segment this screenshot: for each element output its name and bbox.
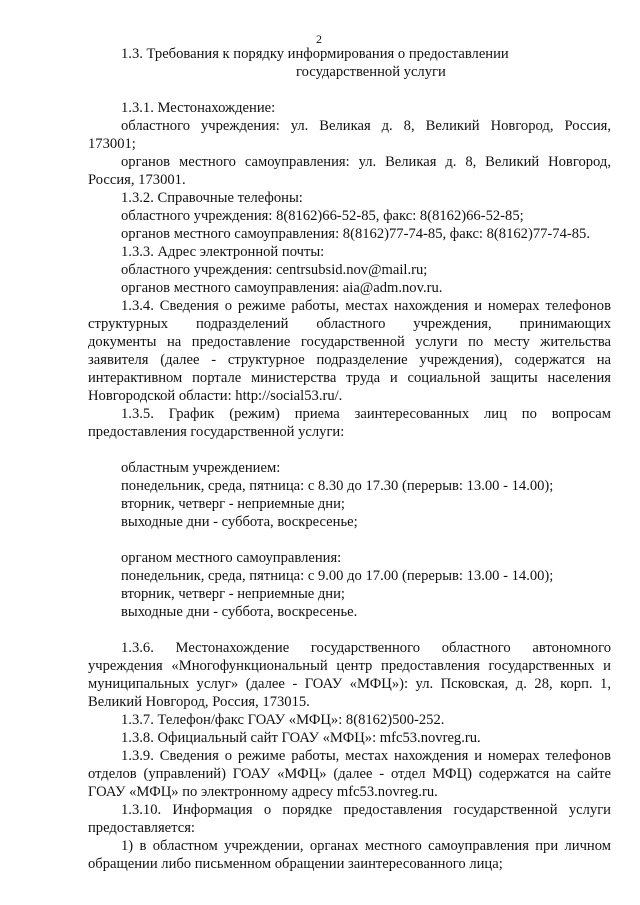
text-line: ГОАУ «МФЦ» по электронному адресу mfc53.novreg.ru. [88, 784, 438, 800]
text-line: органов местного самоуправления: 8(8162)77-74-85, факс: 8(8162)77-74-85. [121, 226, 590, 242]
text-line: 1.3.8. Официальный сайт ГОАУ «МФЦ»: mfc53.novreg.ru. [121, 730, 481, 746]
text-line: 1) в областном учреждении, органах местного самоуправления при личном [121, 838, 611, 854]
text-line: отделов (управлений) ГОАУ «МФЦ» (далее - отдел МФЦ) содержатся на сайте [88, 766, 611, 782]
text-line: понедельник, среда, пятница: с 8.30 до 17.30 (перерыв: 13.00 - 14.00); [121, 478, 554, 494]
text-line: Великий Новгород, Россия, 173015. [88, 694, 310, 710]
text-line: 1.3.9. Сведения о режиме работы, местах нахождения и номерах телефонов [121, 748, 611, 764]
text-line: 1.3.10. Информация о порядке предоставления государственной услуги [121, 802, 611, 818]
text-line: органов местного самоуправления: ул. Великая д. 8, Великий Новгород, [121, 154, 611, 170]
text-line: 1.3.4. Сведения о режиме работы, местах нахождения и номерах телефонов [121, 298, 611, 314]
text-line: предоставления государственной услуги: [88, 424, 345, 440]
text-line: 1.3.3. Адрес электронной почты: [121, 244, 325, 260]
text-line: заявителя (далее - структурное подразделение учреждения), содержатся на [88, 352, 611, 368]
text-line: 1.3.6. Местонахождение государственного областного автономного [121, 640, 611, 656]
text-line: выходные дни - суббота, воскресенье. [121, 604, 358, 620]
text-line: учреждения «Многофункциональный центр предоставления государственных и [88, 658, 611, 674]
text-line: областного учреждения: ул. Великая д. 8, Великий Новгород, Россия, [121, 118, 611, 134]
text-line: вторник, четверг - неприемные дни; [121, 496, 345, 512]
text-line: понедельник, среда, пятница: с 9.00 до 17.00 (перерыв: 13.00 - 14.00); [121, 568, 554, 584]
section-title-line-1: 1.3. Требования к порядку информирования о предоставлении [121, 46, 509, 62]
text-line: 1.3.2. Справочные телефоны: [121, 190, 303, 206]
text-line: обращении либо письменном обращении заинтересованного лица; [88, 856, 503, 872]
text-line: 1.3.5. График (режим) приема заинтересованных лиц по вопросам [121, 406, 611, 422]
text-line: областного учреждения: 8(8162)66-52-85, факс: 8(8162)66-52-85; [121, 208, 524, 224]
text-line: интерактивном портале министерства труда и социальной защиты населения [88, 370, 611, 386]
text-line: муниципальных услуг» (далее - ГОАУ «МФЦ»): ул. Псковская, д. 28, корп. 1, [88, 676, 611, 692]
text-line: Россия, 173001. [88, 172, 186, 188]
page-number: 2 [316, 32, 322, 46]
text-line: областным учреждением: [121, 460, 281, 476]
text-line: органов местного самоуправления: aia@adm.nov.ru. [121, 280, 443, 296]
text-line: 1.3.1. Местонахождение: [121, 100, 276, 116]
text-line: выходные дни - суббота, воскресенье; [121, 514, 358, 530]
text-line: 173001; [88, 136, 136, 152]
text-line: вторник, четверг - неприемные дни; [121, 586, 345, 602]
section-title-line-2: государственной услуги [296, 64, 446, 80]
text-line: Новгородской области: http://social53.ru/. [88, 388, 343, 404]
text-line: органом местного самоуправления: [121, 550, 342, 566]
text-line: 1.3.7. Телефон/факс ГОАУ «МФЦ»: 8(8162)500-252. [121, 712, 445, 728]
text-line: документы на предоставление государственной услуги по месту жительства [88, 334, 611, 350]
text-line: предоставляется: [88, 820, 195, 836]
text-line: областного учреждения: centrsubsid.nov@mail.ru; [121, 262, 428, 278]
text-line: структурных подразделений областного учреждения, принимающих [88, 316, 611, 332]
